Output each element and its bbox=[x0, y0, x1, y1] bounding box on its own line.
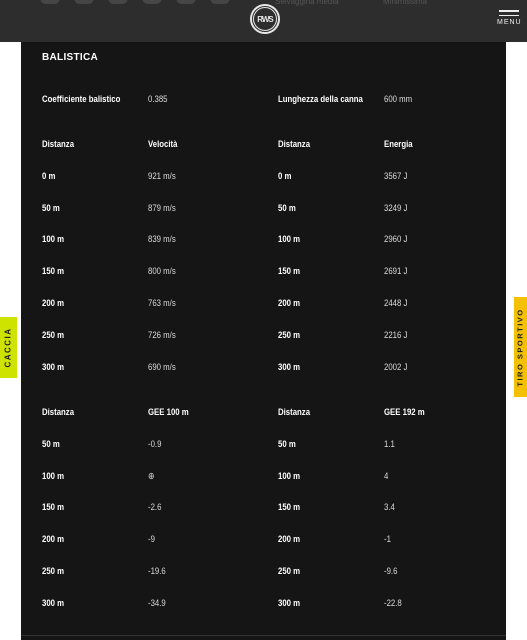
table-cell-distance: 250 m bbox=[278, 330, 301, 341]
game-category-label[interactable]: Selvaggina media bbox=[275, 0, 339, 6]
table-cell-value: 4 bbox=[384, 471, 389, 482]
table-cell-value: 2691 J bbox=[384, 266, 408, 277]
table-cell-distance: 150 m bbox=[278, 266, 301, 277]
caccia-tab-label: CACCIA bbox=[4, 327, 14, 368]
table-cell-distance: 100 m bbox=[42, 234, 65, 245]
hamburger-icon bbox=[499, 10, 519, 12]
game-icon[interactable] bbox=[74, 0, 94, 4]
table-cell-distance: 50 m bbox=[278, 203, 296, 214]
table-header-value: Energia bbox=[384, 139, 413, 150]
table-cell-value: 726 m/s bbox=[148, 330, 176, 341]
table-cell-value: -9 bbox=[148, 534, 155, 545]
table-cell-value: 3567 J bbox=[384, 171, 408, 182]
table-cell-distance: 250 m bbox=[42, 330, 65, 341]
table-cell-distance: 150 m bbox=[278, 502, 301, 513]
game-icon[interactable] bbox=[176, 0, 196, 4]
table-cell-distance: 150 m bbox=[42, 266, 65, 277]
table-header-distance: Distanza bbox=[42, 407, 75, 418]
table-cell-value: 2002 J bbox=[384, 362, 408, 373]
table-cell-value: ⊕ bbox=[148, 471, 155, 482]
section-title: BALISTICA bbox=[42, 52, 99, 63]
rws-logo-text: RWS bbox=[253, 7, 277, 31]
game-category-label[interactable]: Minimissima bbox=[383, 0, 427, 6]
game-icon[interactable] bbox=[210, 0, 230, 4]
table-cell-distance: 200 m bbox=[278, 298, 301, 309]
table-cell-value: 2216 J bbox=[384, 330, 408, 341]
menu-label: MENU bbox=[497, 19, 522, 26]
table-cell-distance: 250 m bbox=[278, 566, 301, 577]
table-cell-distance: 100 m bbox=[278, 234, 301, 245]
table-cell-value: 921 m/s bbox=[148, 171, 176, 182]
table-cell-value: -2.6 bbox=[148, 502, 162, 513]
table-cell-distance: 100 m bbox=[278, 471, 301, 482]
game-category-icons bbox=[40, 0, 230, 4]
table-cell-distance: 250 m bbox=[42, 566, 65, 577]
table-cell-value: -19.6 bbox=[148, 566, 166, 577]
coefficient-label: Coefficiente balistico bbox=[42, 94, 121, 105]
table-cell-value: 879 m/s bbox=[148, 203, 176, 214]
caccia-tab[interactable] bbox=[0, 317, 17, 378]
table-cell-distance: 50 m bbox=[42, 203, 60, 214]
table-header-distance: Distanza bbox=[278, 139, 311, 150]
table-cell-distance: 50 m bbox=[278, 439, 296, 450]
game-icon[interactable] bbox=[108, 0, 128, 4]
table-cell-value: 2960 J bbox=[384, 234, 408, 245]
rws-logo[interactable] bbox=[250, 4, 280, 34]
table-cell-distance: 300 m bbox=[42, 598, 65, 609]
table-header-distance: Distanza bbox=[42, 139, 75, 150]
table-cell-value: 3.4 bbox=[384, 502, 395, 513]
table-cell-value: 800 m/s bbox=[148, 266, 176, 277]
game-icon[interactable] bbox=[40, 0, 60, 4]
table-header-value: GEE 192 m bbox=[384, 407, 425, 418]
table-cell-value: 1.1 bbox=[384, 439, 395, 450]
table-cell-value: 2448 J bbox=[384, 298, 408, 309]
menu-button[interactable] bbox=[497, 10, 521, 34]
table-cell-value: -34.9 bbox=[148, 598, 166, 609]
table-cell-distance: 200 m bbox=[278, 534, 301, 545]
table-cell-distance: 300 m bbox=[278, 362, 301, 373]
table-cell-distance: 0 m bbox=[278, 171, 292, 182]
coefficient-value: 0.385 bbox=[148, 94, 168, 105]
table-cell-distance: 100 m bbox=[42, 471, 65, 482]
table-cell-distance: 200 m bbox=[42, 534, 65, 545]
game-icon[interactable] bbox=[142, 0, 162, 4]
table-cell-distance: 0 m bbox=[42, 171, 56, 182]
divider bbox=[21, 635, 506, 636]
tiro-sportivo-tab-label: TIRO SPORTIVO bbox=[516, 307, 526, 387]
ballistics-panel bbox=[21, 42, 506, 640]
table-cell-value: 839 m/s bbox=[148, 234, 176, 245]
table-cell-distance: 200 m bbox=[42, 298, 65, 309]
barrel-length-label: Lunghezza della canna bbox=[278, 94, 363, 105]
table-cell-value: -1 bbox=[384, 534, 391, 545]
table-cell-value: -22.8 bbox=[384, 598, 402, 609]
table-cell-distance: 300 m bbox=[42, 362, 65, 373]
tiro-sportivo-tab[interactable] bbox=[514, 297, 527, 397]
table-cell-value: 3249 J bbox=[384, 203, 408, 214]
table-header-value: Velocità bbox=[148, 139, 178, 150]
table-cell-distance: 50 m bbox=[42, 439, 60, 450]
table-cell-distance: 300 m bbox=[278, 598, 301, 609]
table-header-distance: Distanza bbox=[278, 407, 311, 418]
table-cell-value: -0.9 bbox=[148, 439, 162, 450]
table-cell-value: 763 m/s bbox=[148, 298, 176, 309]
table-cell-value: -9.6 bbox=[384, 566, 398, 577]
table-cell-distance: 150 m bbox=[42, 502, 65, 513]
site-header bbox=[0, 0, 527, 42]
table-cell-value: 690 m/s bbox=[148, 362, 176, 373]
barrel-length-value: 600 mm bbox=[384, 94, 413, 105]
hamburger-icon bbox=[499, 15, 519, 17]
table-header-value: GEE 100 m bbox=[148, 407, 189, 418]
